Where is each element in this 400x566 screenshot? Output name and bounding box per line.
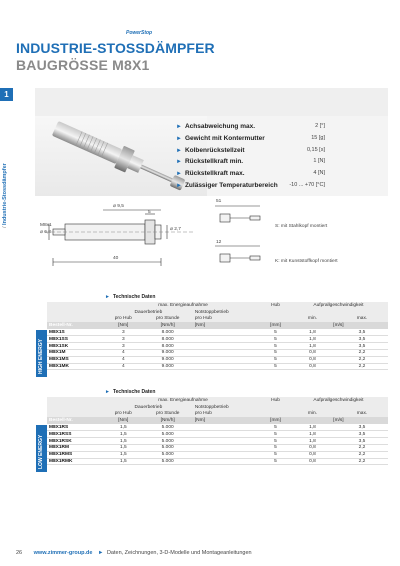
table-heading-text: Technische Daten [112, 389, 156, 395]
specs-table-low [47, 397, 388, 465]
category-tab-low [36, 425, 47, 472]
spec-value: 1 [N] [313, 158, 325, 164]
spec-row [176, 182, 353, 193]
spec-value: 0,15 [s] [306, 147, 325, 153]
website-link[interactable]: www.zimmer-group.de [33, 550, 93, 556]
unit-header: [Nm/h] [143, 417, 193, 424]
unit-header: [mm] [262, 417, 289, 424]
category-tab-high [36, 330, 47, 377]
spec-value: -10 ... +70 [°C] [289, 182, 325, 188]
col-header: pro Hub [104, 316, 143, 323]
col-header: pro Stunde [143, 411, 193, 418]
dim-label: 5 [148, 210, 151, 215]
col-header: Notstoppbetrieb [193, 309, 262, 316]
chapter-number: 1 [0, 88, 13, 101]
spec-label: Gewicht mit Kontermutter [184, 135, 265, 142]
spec-row [176, 147, 353, 158]
table-heading [105, 389, 388, 397]
table-row: M8X1RM 1,5 5.000 5 0,8 2,2 [47, 445, 388, 452]
col-header: Hub [262, 302, 289, 309]
spec-label: Rückstellkraft min. [184, 158, 244, 165]
arrow-icon: ► [176, 148, 182, 154]
col-header-order: Bestell-Nr. [47, 417, 104, 424]
page-number: 26 [16, 550, 23, 556]
arrow-icon: ► [176, 124, 182, 130]
unit-header: [Nm] [193, 322, 262, 329]
arrow-icon: ► [176, 171, 182, 177]
table-row: M8X1SK 3 8.000 5 1,8 3,5 [47, 343, 388, 350]
col-header: pro Hub [193, 411, 262, 418]
col-header: max. [336, 316, 388, 323]
table-row: M8X1SS 3 8.000 5 1,8 3,5 [47, 336, 388, 343]
spec-value: 15 [g] [311, 135, 325, 141]
arrow-icon: ► [176, 183, 182, 189]
dim-label: ⌀ 6,8 [40, 230, 51, 235]
spec-row [176, 170, 353, 181]
page-title: INDUSTRIE-STOSSDÄMPFER [16, 40, 215, 56]
col-header: max. [336, 411, 388, 418]
table-row: M8X1RMS 1,5 5.000 5 0,8 2,2 [47, 451, 388, 458]
dim-label: 12 [216, 240, 222, 245]
col-header: Aufprallgeschwindigkeit [289, 302, 388, 309]
arrow-icon: ► [176, 136, 182, 142]
table-row: M8X1RSK 1,5 5.000 5 1,8 3,5 [47, 438, 388, 445]
side-section: Industrie-Stossdämpfer [2, 163, 8, 225]
dim-label: 51 [216, 199, 222, 204]
powerstop-logo: PowerStop [126, 30, 153, 36]
col-header: Hub [262, 397, 289, 404]
unit-header: [mm] [262, 322, 289, 329]
table-row: M8X1M 4 9.000 5 0,8 2,2 [47, 350, 388, 357]
table-row: M8X1RSS 1,5 5.000 5 1,8 3,5 [47, 431, 388, 438]
col-header: Dauerbetrieb [104, 404, 193, 411]
page-subtitle: BAUGRÖSSE M8X1 [16, 57, 150, 73]
category-label: HIGH ENERGY [38, 338, 44, 374]
arrow-icon: ► [176, 159, 182, 165]
table-row: M8X1MS 4 9.000 5 0,8 2,2 [47, 356, 388, 363]
unit-header: [m/s] [289, 322, 388, 329]
unit-header: [Nm] [104, 417, 143, 424]
table-row: M8X1RS 1,5 5.000 5 1,8 3,5 [47, 424, 388, 431]
spec-label: Zulässiger Temperaturbereich [184, 182, 278, 189]
col-header: Aufprallgeschwindigkeit [289, 397, 388, 404]
category-label: LOW ENERGY [38, 434, 44, 469]
spec-label: Achsabweichung max. [184, 123, 256, 130]
col-header: min. [289, 411, 336, 418]
spec-value: 4 [N] [313, 170, 325, 176]
spec-label: Kolbenrückstellzeit [184, 147, 245, 154]
col-header: pro Hub [193, 316, 262, 323]
col-header-order: Bestell-Nr. [47, 322, 104, 329]
spec-value: 2 [°] [315, 123, 325, 129]
footer-text: Daten, Zeichnungen, 3-D-Modelle und Montageanleitungen [106, 550, 252, 556]
col-header: Notstoppbetrieb [193, 404, 262, 411]
page-footer [16, 550, 252, 556]
unit-header: [m/s] [289, 417, 388, 424]
spec-row [176, 158, 353, 169]
hero-band [35, 88, 388, 116]
col-header: max. Energieaufnahme [104, 397, 262, 404]
arrow-icon: ► [97, 550, 104, 556]
col-header: max. Energieaufnahme [104, 302, 262, 309]
side-breadcrumb: / Industrie-Stossdämpfer [1, 110, 11, 230]
col-header: pro Hub [104, 411, 143, 418]
dim-label: 40 [113, 256, 119, 261]
drawing-note: K: mit Kunststoffkopf montiert [275, 259, 338, 264]
table-row: M8X1MK 4 9.000 5 0,8 2,2 [47, 363, 388, 370]
col-header: Dauerbetrieb [104, 309, 193, 316]
table-row: M8X1S 3 8.000 5 1,8 3,5 [47, 329, 388, 336]
arrow-icon: ► [105, 389, 110, 395]
unit-header: [Nm] [193, 417, 262, 424]
table-row: M8X1RMK 1,5 5.000 5 0,8 2,2 [47, 458, 388, 465]
table-heading-text: Technische Daten [112, 294, 156, 300]
drawing-note: S: mit Stahlkopf montiert [275, 224, 328, 229]
arrow-icon: ► [105, 294, 110, 300]
specs-table-high [47, 302, 388, 370]
col-header: pro Stunde [143, 316, 193, 323]
table-heading [105, 294, 388, 302]
dim-label: ⌀ 9,5 [113, 204, 124, 209]
technical-drawing [35, 196, 388, 286]
spec-row [176, 123, 353, 134]
unit-header: [Nm/h] [143, 322, 193, 329]
dim-label: M8x1 [40, 223, 52, 228]
dim-label: ⌀ 2,7 [170, 227, 181, 232]
spec-label: Rückstellkraft max. [184, 170, 245, 177]
unit-header: [Nm] [104, 322, 143, 329]
spec-row [176, 135, 353, 146]
col-header: min. [289, 316, 336, 323]
